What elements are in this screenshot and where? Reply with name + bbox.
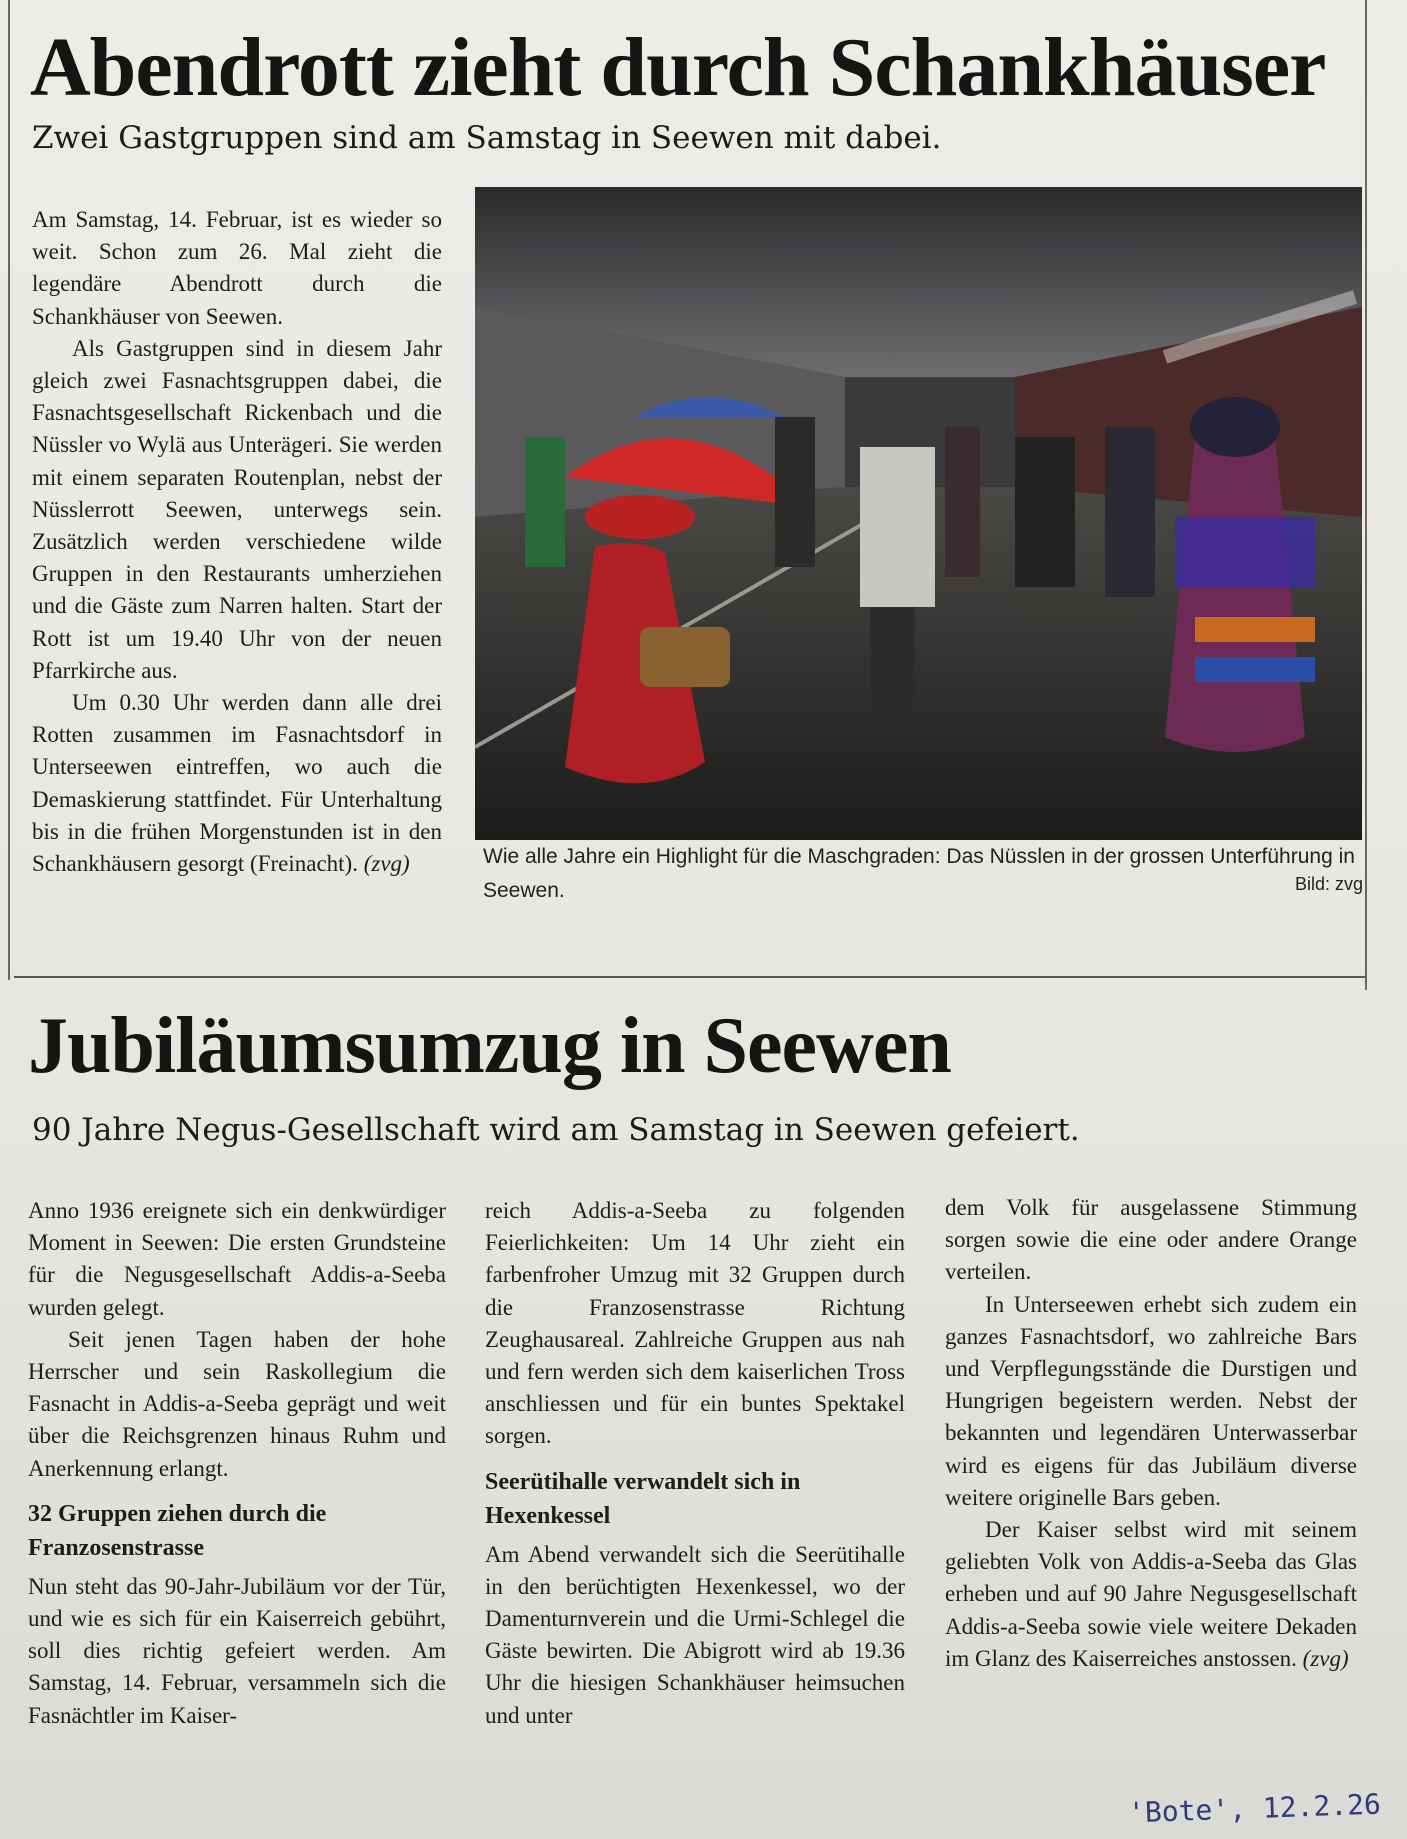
article2-paragraph: dem Volk für ausgelassene Stimmung sorgen sowie die eine oder andere Orange verteilen. xyxy=(945,1195,1357,1285)
article1-subheadline: Zwei Gastgruppen sind am Samstag in Seewen mit dabei. xyxy=(32,120,942,156)
article2-column-2 xyxy=(485,1195,905,1732)
article2-paragraph-text: Der Kaiser selbst wird mit seinem geliebten Volk von Addis-a-Seeba das Glas erheben und auf 90 Jahre Negusgesellschaft Addis-a-Seeba sowie viele weitere Dekaden im Glanz des Kaiserreiches anstossen. xyxy=(945,1517,1357,1671)
article2-column-1 xyxy=(28,1195,446,1732)
handwritten-date-note: 'Bote', 12.2.26 xyxy=(1127,1787,1382,1830)
article2-paragraph: Seit jenen Tagen haben der hohe Herrscher und sein Raskollegium die Fasnacht in Addis-a-Seeba geprägt und weit über die Reichsgrenzen hinaus Ruhm und Anerkennung erlangt. xyxy=(28,1326,446,1481)
article2-subheading: 32 Gruppen ziehen durch die Franzosenstrasse xyxy=(28,1500,327,1561)
article1-paragraph: Am Samstag, 14. Februar, ist es wieder so weit. Schon zum 26. Mal zieht die legendäre Abendrott durch die Schankhäuser von Seewen. xyxy=(32,207,442,329)
column-border-right xyxy=(1365,0,1367,990)
photo-caption: Wie alle Jahre ein Highlight für die Maschgraden: Das Nüsslen in der grossen Unterführung in Seewen. xyxy=(483,845,1355,902)
article2-paragraph: In Unterseewen erhebt sich zudem ein ganzes Fasnachtsdorf, wo zahlreiche Bars und Verpflegungsstände die Durstigen und Hungrigen begeistern werden. Nebst der bekannten und legendären Unterwasserbar wird es eigens für das Jubiläum diverse weitere originelle Bars geben. xyxy=(945,1291,1357,1510)
article1-byline: (zvg) xyxy=(363,851,410,877)
article1-paragraph-text: Um 0.30 Uhr werden dann alle drei Rotten zusammen im Fasnachtsdorf in Unterseewen eintreffen, wo auch die Demaskierung stattfindet. Für Unterhaltung bis in die frühen Morgenstunden ist in den Schankhäusern gesorgt (Freinacht). xyxy=(32,690,442,877)
article2-paragraph: Am Abend verwandelt sich die Seerütihalle in den berüchtigten Hexenkessel, wo der Damenturnverein und die Urmi-Schlegel die Gäste bewirten. Die Abigrott wird ab 19.36 Uhr die hiesigen Schankhäuser heimsuchen und unter xyxy=(485,1541,905,1728)
article2-subheading: Seerütihalle verwandelt sich in Hexenkessel xyxy=(485,1468,801,1529)
article2-subheadline: 90 Jahre Negus-Gesellschaft wird am Samstag in Seewen gefeiert. xyxy=(32,1112,1080,1148)
photo-credit: Bild: zvg xyxy=(1294,874,1363,894)
article2-paragraph: Anno 1936 ereignete sich ein denkwürdiger Moment in Seewen: Die ersten Grundsteine für die Negusgesellschaft Addis-a-Seeba wurden gelegt. xyxy=(28,1198,446,1320)
article2-paragraph: reich Addis-a-Seeba zu folgenden Feierlichkeiten: Um 14 Uhr zieht ein farbenfroher Umzug mit 32 Gruppen durch die Franzosenstrasse Richtung Zeughausareal. Zahlreiche Gruppen aus nah und fern werden sich dem kaiserlichen Tross anschliessen und für ein buntes Spektakel sorgen. xyxy=(485,1198,905,1449)
section-divider xyxy=(14,976,1366,978)
article2-column-3 xyxy=(945,1192,1357,1675)
column-border-left xyxy=(8,0,10,980)
article1-headline: Abendrott zieht durch Schankhäuser xyxy=(30,21,1326,114)
article-photo xyxy=(475,187,1362,840)
article1-paragraph xyxy=(32,687,442,880)
article1-body xyxy=(32,204,442,880)
article1-paragraph: Als Gastgruppen sind in diesem Jahr gleich zwei Fasnachtsgruppen dabei, die Fasnachtsgesellschaft Rickenbach und die Nüssler vo Wylä aus Unterägeri. Sie werden mit einem separaten Routenplan, nebst der Nüsslerrott Seewen, unterwegs sein. Zusätzlich werden verschiedene wilde Gruppen in den Restaurants umherziehen und die Gäste zum Narren halten. Start der Rott ist um 19.40 Uhr von der neuen Pfarrkirche aus. xyxy=(32,335,442,683)
article2-byline: (zvg) xyxy=(1302,1645,1349,1671)
article2-paragraph: Nun steht das 90-Jahr-Jubiläum vor der Tür, und wie es sich für ein Kaiserreich gebührt, soll dies richtig gefeiert werden. Am Samstag, 14. Februar, versammeln sich die Fasnächtler im Kaiser- xyxy=(28,1573,446,1728)
article2-headline: Jubiläumsumzug in Seewen xyxy=(28,1002,951,1090)
article2-paragraph xyxy=(945,1514,1357,1675)
